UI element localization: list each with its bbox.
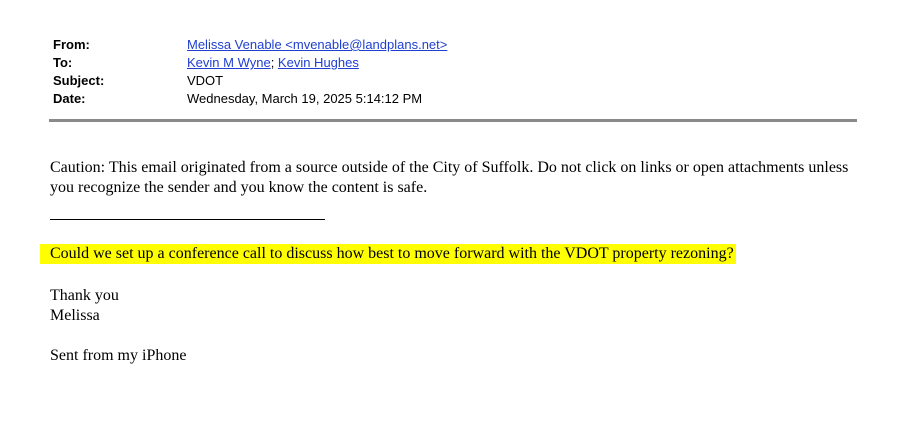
subject-label: Subject: bbox=[53, 73, 105, 88]
recipient-separator: ; bbox=[270, 55, 278, 70]
date-value: Wednesday, March 19, 2025 5:14:12 PM bbox=[187, 91, 423, 106]
subject-value: VDOT bbox=[187, 73, 224, 88]
from-link[interactable]: Melissa Venable <mvenable@landplans.net> bbox=[187, 37, 448, 52]
closing-name: Melissa bbox=[50, 307, 100, 324]
to-label: To: bbox=[53, 55, 73, 70]
caution-notice: Caution: This email originated from a source outside of the City of Suffolk. Do not click on links or open attachments unless you recognize the sender and you know the content is safe. bbox=[50, 159, 849, 196]
to-recipient-link[interactable]: Kevin M Wyne bbox=[187, 55, 271, 70]
message-line bbox=[50, 244, 850, 264]
from-label: From: bbox=[53, 37, 90, 52]
highlighted-message: Could we set up a conference call to discuss how best to move forward with the VDOT property rezoning? bbox=[40, 244, 736, 264]
caution-divider bbox=[50, 219, 325, 220]
date-label: Date: bbox=[53, 91, 86, 106]
header-divider bbox=[49, 119, 857, 122]
to-recipient-link[interactable]: Kevin Hughes bbox=[277, 55, 359, 70]
email-body bbox=[50, 158, 850, 366]
closing-thanks: Thank you bbox=[50, 287, 119, 304]
mobile-signature: Sent from my iPhone bbox=[50, 347, 187, 364]
closing bbox=[50, 286, 850, 326]
